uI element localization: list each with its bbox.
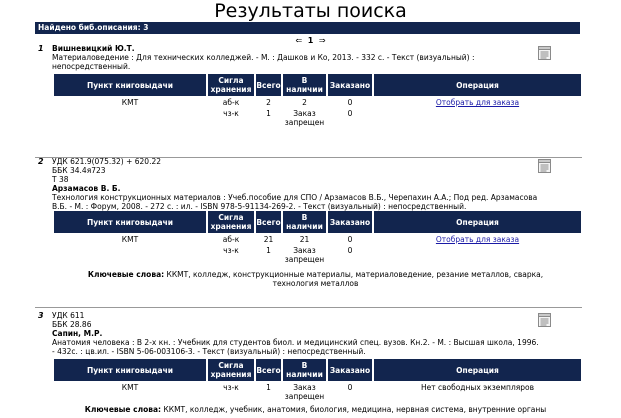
keywords-text: ККМТ, колледж, конструкционные материалы, материаловедение, резание металлов, сварка,: [166, 270, 544, 279]
document-icon[interactable]: [538, 45, 551, 59]
header-point: Пункт книговыдачи: [54, 74, 206, 96]
record-number: 2: [38, 157, 44, 166]
cell-point: КМТ: [121, 235, 139, 244]
holdings-table: [52, 209, 583, 266]
keywords-label: Ключевые слова:: [87, 270, 165, 279]
cell-available: Заказ запрещен: [284, 383, 325, 401]
keywords-text: ККМТ, колледж, учебник, анатомия, биология, медицина, нервная система, внутренние органы: [163, 405, 547, 414]
record-author: Арзамасов В. Б.: [52, 184, 121, 193]
record-line: ББК 28.86: [52, 320, 92, 329]
keywords-label: Ключевые слова:: [84, 405, 162, 414]
cell-total: 2: [266, 98, 271, 107]
record-line: УДК 621.9(075.32) + 620.22: [52, 157, 161, 166]
record-line: Анатомия человека : В 2-х кн. : Учебник для студентов биол. и медицинский спец. вузов. Кн.2. - М. : Высшая школа, 1996.: [52, 338, 539, 347]
cell-sigla: аб-к: [222, 98, 240, 107]
cell-available: 21: [299, 235, 310, 244]
header-total: Всего: [256, 211, 281, 233]
pager-next[interactable]: ⇒: [318, 36, 326, 45]
record-keywords: [52, 405, 579, 414]
record-number: 3: [38, 311, 44, 320]
header-total: Всего: [256, 74, 281, 96]
record-separator: [35, 307, 582, 308]
cell-total: 1: [266, 109, 271, 118]
record-author: Сапин, М.Р.: [52, 329, 103, 338]
cell-total: 1: [266, 246, 271, 255]
record-line: УДК 611: [52, 311, 85, 320]
pager-prev[interactable]: ⇐: [295, 36, 303, 45]
cell-available: Заказ запрещен: [284, 246, 325, 264]
holdings-header-row: [54, 211, 581, 233]
record-line: Т 38: [52, 175, 69, 184]
cell-ordered: 0: [347, 98, 353, 107]
cell-sigla: аб-к: [222, 235, 240, 244]
cell-available: 2: [302, 98, 307, 107]
record-line: ББК 34.4я723: [52, 166, 106, 175]
holdings-header-row: [54, 359, 581, 381]
record-line: Материаловедение : Для технических колледжей. - М. : Дашков и Ко, 2013. - 332 с. - Текст (визуальный) :: [52, 53, 475, 62]
header-point: Пункт книговыдачи: [54, 211, 206, 233]
record-keywords: [52, 270, 579, 288]
keywords-line: [52, 405, 579, 414]
document-icon[interactable]: [538, 158, 551, 172]
keywords-line: [52, 279, 579, 288]
header-ordered: Заказано: [328, 359, 372, 381]
cell-sigla: чз-к: [223, 109, 239, 118]
holdings-table: [52, 72, 583, 129]
keywords-line: [52, 270, 579, 279]
table-row: [54, 98, 581, 107]
header-total: Всего: [256, 359, 281, 381]
record-description: [52, 311, 539, 356]
record-description: [52, 44, 475, 71]
cell-sigla: чз-к: [223, 246, 239, 255]
found-count-bar: Найдено биб.описания: 3: [35, 22, 580, 34]
header-operation: Операция: [374, 359, 581, 381]
select-for-order-link[interactable]: Отобрать для заказа: [435, 98, 520, 107]
record-line: В.Б. - М. : Форум, 2008. - 272 с. : ил. - ISBN 978-5-91134-269-2. - Текст (визуальный) : непосредственный.: [52, 202, 467, 211]
cell-ordered: 0: [347, 246, 353, 255]
cell-ordered: 0: [347, 235, 353, 244]
cell-ordered: 0: [347, 109, 353, 118]
table-row: [54, 235, 581, 244]
header-sigla: Сигла хранения: [208, 74, 254, 96]
record-line: - 432с. : цв.ил. - ISBN 5-06-003106-3. - Текст (визуальный) : непосредственный.: [52, 347, 366, 356]
cell-total: 1: [266, 383, 271, 392]
record-number: 1: [38, 44, 44, 53]
table-row: [54, 383, 581, 401]
cell-sigla: чз-к: [223, 383, 239, 392]
header-ordered: Заказано: [328, 211, 372, 233]
keywords-text: технология металлов: [272, 279, 359, 288]
record-line: Технология конструкционных материалов : Учеб.пособие для СПО / Арзамасов В.Б., Черепахин А.А.; Под ред. Арзамасова: [52, 193, 538, 202]
record-description: [52, 157, 537, 211]
cell-operation: [374, 383, 581, 401]
header-available: В наличии: [283, 359, 326, 381]
document-icon[interactable]: [538, 312, 551, 326]
header-ordered: Заказано: [328, 74, 372, 96]
header-available: В наличии: [283, 211, 326, 233]
page-title: Результаты поиска: [214, 0, 407, 22]
record-line: непосредственный.: [52, 62, 131, 71]
record-author: Вишневицкий Ю.Т.: [52, 44, 135, 53]
cell-point: КМТ: [121, 383, 139, 392]
header-point: Пункт книговыдачи: [54, 359, 206, 381]
select-for-order-link[interactable]: Отобрать для заказа: [435, 235, 520, 244]
holdings-table: [52, 357, 583, 403]
header-available: В наличии: [283, 74, 326, 96]
pager-current-page[interactable]: 1: [307, 36, 314, 45]
cell-point: КМТ: [121, 98, 139, 107]
header-operation: Операция: [374, 211, 581, 233]
cell-operation: [374, 98, 581, 127]
header-sigla: Сигла хранения: [208, 359, 254, 381]
header-sigla: Сигла хранения: [208, 211, 254, 233]
cell-total: 21: [263, 235, 274, 244]
cell-operation: [374, 235, 581, 264]
operation-status: Нет свободных экземпляров: [420, 383, 535, 392]
cell-ordered: 0: [347, 383, 353, 392]
header-operation: Операция: [374, 74, 581, 96]
cell-available: Заказ запрещен: [284, 109, 325, 127]
holdings-header-row: [54, 74, 581, 96]
